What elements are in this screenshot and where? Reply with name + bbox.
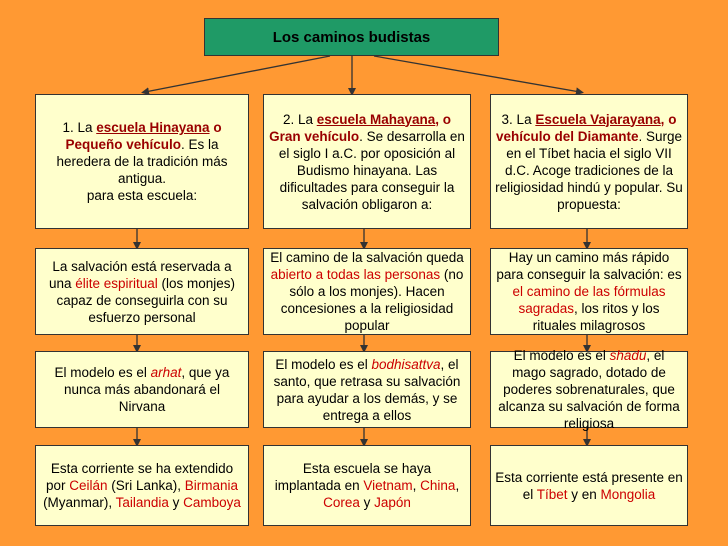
mahayana-countries-box: Esta escuela se haya implantada en Vietnam, China, Corea y Japón <box>263 445 471 526</box>
arrow-title-col3 <box>374 56 580 92</box>
mahayana-model-box: El modelo es el bodhisattva, el santo, que retrasa su salvación para ayudar a los demás, y se entrega a ellos <box>263 351 471 428</box>
vajarayana-model-box: El modelo es el shadu, el mago sagrado, dotado de poderes sobrenaturales, que alcanza su salvación de forma religiosa <box>490 351 688 428</box>
hinayana-intro-box: 1. La escuela Hinayana o Pequeño vehículo. Es la heredera de la tradición más antigua. para esta escuela: <box>35 94 249 229</box>
vajarayana-intro-box: 3. La Escuela Vajarayana, o vehículo del Diamante. Surge en el Tíbet hacia el siglo VII d.C. Acoge tradiciones de la religiosidad hindú y popular. Su propuesta: <box>490 94 688 229</box>
mahayana-intro-box: 2. La escuela Mahayana, o Gran vehículo. Se desarrolla en el siglo I a.C. por oposición al Budismo hinayana. Las dificultades para conseguir la salvación obligaron a: <box>263 94 471 229</box>
title-text: Los caminos budistas <box>272 28 431 46</box>
title-box <box>204 18 499 56</box>
hinayana-countries-box: Esta corriente se ha extendido por Ceilán (Sri Lanka), Birmania (Myanmar), Tailandia y Camboya <box>35 445 249 526</box>
vajarayana-countries-box: Esta corriente está presente en el Tíbet y en Mongolia <box>490 445 688 526</box>
arrow-title-col1 <box>145 56 330 92</box>
hinayana-model-box: El modelo es el arhat, que ya nunca más abandonará el Nirvana <box>35 351 249 428</box>
mahayana-salvation-box: El camino de la salvación queda abierto a todas las personas (no sólo a los monjes). Hacen concesiones a la religiosidad popular <box>263 248 471 335</box>
vajarayana-salvation-box: Hay un camino más rápido para conseguir la salvación: es el camino de las fórmulas sagradas, los ritos y los rituales milagrosos <box>490 248 688 335</box>
hinayana-salvation-box: La salvación está reservada a una élite espiritual (los monjes) capaz de conseguirla con su esfuerzo personal <box>35 248 249 335</box>
